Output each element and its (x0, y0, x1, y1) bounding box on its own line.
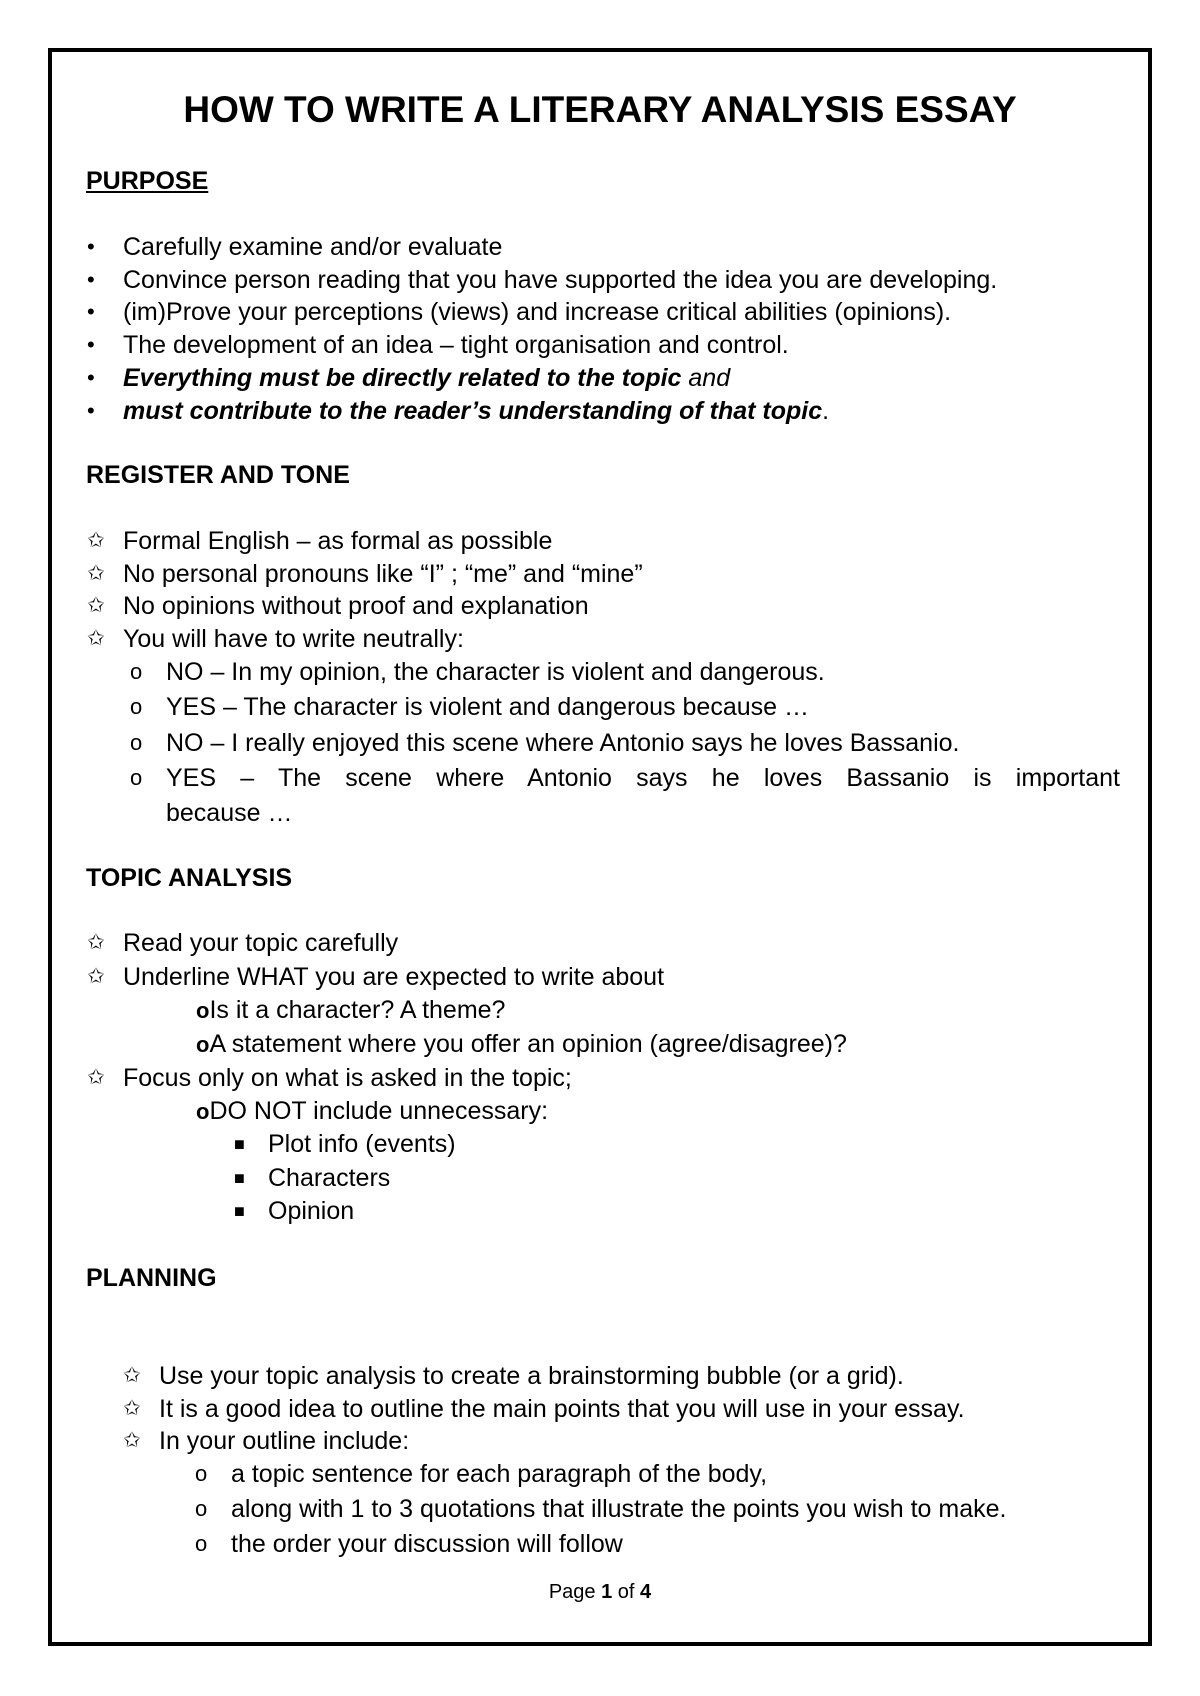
register-sub-item: o NO – In my opinion, the character is violent and dangerous. (130, 658, 825, 686)
square-bullet-icon: ■ (234, 1168, 245, 1188)
topic-item: ✩ Focus only on what is asked in the topic; (87, 1064, 572, 1092)
topic-sub-sub-item: ■ Opinion (234, 1197, 355, 1225)
circle-bullet-icon: o (195, 1531, 208, 1556)
planning-item: ✩ In your outline include: (123, 1427, 410, 1455)
page-title: HOW TO WRITE A LITERARY ANALYSIS ESSAY (183, 89, 1017, 130)
bullet-icon: • (87, 365, 95, 390)
planning-item: ✩ It is a good idea to outline the main points that you will use in your essay. (123, 1395, 965, 1423)
register-sub-item: o NO – I really enjoyed this scene where Antonio says he loves Bassanio. (130, 729, 960, 757)
star-icon: ✩ (87, 965, 105, 988)
bullet-icon: • (87, 299, 95, 324)
purpose-heading: PURPOSE (86, 167, 209, 195)
register-sub-item: o YES – The character is violent and dangerous because … (130, 693, 809, 721)
circle-bullet-icon: o (196, 1099, 210, 1124)
page-number: Page 1 of 4 (548, 1581, 652, 1603)
bullet-icon: • (87, 398, 95, 423)
register-item: ✩ No opinions without proof and explanation (87, 592, 589, 620)
planning-sub-item: o the order your discussion will follow (195, 1530, 623, 1558)
planning-sub-item: o along with 1 to 3 quotations that illustrate the points you wish to make. (195, 1495, 1007, 1523)
register-heading: REGISTER AND TONE (86, 461, 350, 489)
circle-bullet-icon: o (196, 998, 210, 1023)
circle-bullet-icon: o (130, 765, 143, 790)
register-item: ✩ No personal pronouns like “I” ; “me” and “mine” (87, 560, 643, 588)
topic-heading: TOPIC ANALYSIS (86, 864, 293, 892)
square-bullet-icon: ■ (234, 1201, 245, 1221)
register-item: ✩ Formal English – as formal as possible (87, 527, 553, 555)
topic-item: ✩ Read your topic carefully (87, 929, 399, 957)
topic-item: ✩ Underline WHAT you are expected to write about (87, 963, 665, 991)
bullet-icon: • (87, 267, 95, 292)
purpose-item: • (im)Prove your perceptions (views) and increase critical abilities (opinions). (87, 298, 952, 326)
purpose-item: • Everything must be directly related to the topic and (87, 364, 731, 392)
star-icon: ✩ (87, 529, 105, 552)
star-icon: ✩ (87, 627, 105, 650)
register-item: ✩ You will have to write neutrally: (87, 625, 464, 653)
square-bullet-icon: ■ (234, 1134, 245, 1154)
star-icon: ✩ (123, 1397, 141, 1420)
planning-sub-item: o a topic sentence for each paragraph of the body, (195, 1460, 768, 1488)
circle-bullet-icon: o (130, 730, 143, 755)
topic-sub-sub-item: ■ Plot info (events) (234, 1130, 456, 1158)
purpose-item: • must contribute to the reader’s understanding of that topic. (87, 397, 830, 425)
circle-bullet-icon: o (130, 694, 143, 719)
star-icon: ✩ (87, 931, 105, 954)
star-icon: ✩ (87, 594, 105, 617)
star-icon: ✩ (87, 562, 105, 585)
topic-sub-item: oIs it a character? A theme? (196, 996, 506, 1024)
star-icon: ✩ (123, 1429, 141, 1452)
bullet-icon: • (87, 332, 95, 357)
purpose-item: • Carefully examine and/or evaluate (87, 233, 503, 261)
circle-bullet-icon: o (195, 1461, 208, 1486)
topic-sub-item: oDO NOT include unnecessary: (196, 1097, 549, 1125)
purpose-item: • The development of an idea – tight organisation and control. (87, 331, 789, 359)
register-sub-item-continued: because … (166, 799, 293, 827)
topic-sub-item: oA statement where you offer an opinion (agree/disagree)? (196, 1030, 847, 1058)
star-icon: ✩ (87, 1066, 105, 1089)
bullet-icon: • (87, 234, 95, 259)
register-sub-item: o YES – The scene where Antonio says he loves Bassanio is important (130, 764, 1120, 792)
circle-bullet-icon: o (196, 1032, 210, 1057)
purpose-item: • Convince person reading that you have supported the idea you are developing. (87, 266, 998, 294)
planning-heading: PLANNING (86, 1264, 217, 1292)
topic-sub-sub-item: ■ Characters (234, 1164, 391, 1192)
star-icon: ✩ (123, 1364, 141, 1387)
circle-bullet-icon: o (130, 659, 143, 684)
circle-bullet-icon: o (195, 1496, 208, 1521)
planning-item: ✩ Use your topic analysis to create a brainstorming bubble (or a grid). (123, 1362, 904, 1390)
